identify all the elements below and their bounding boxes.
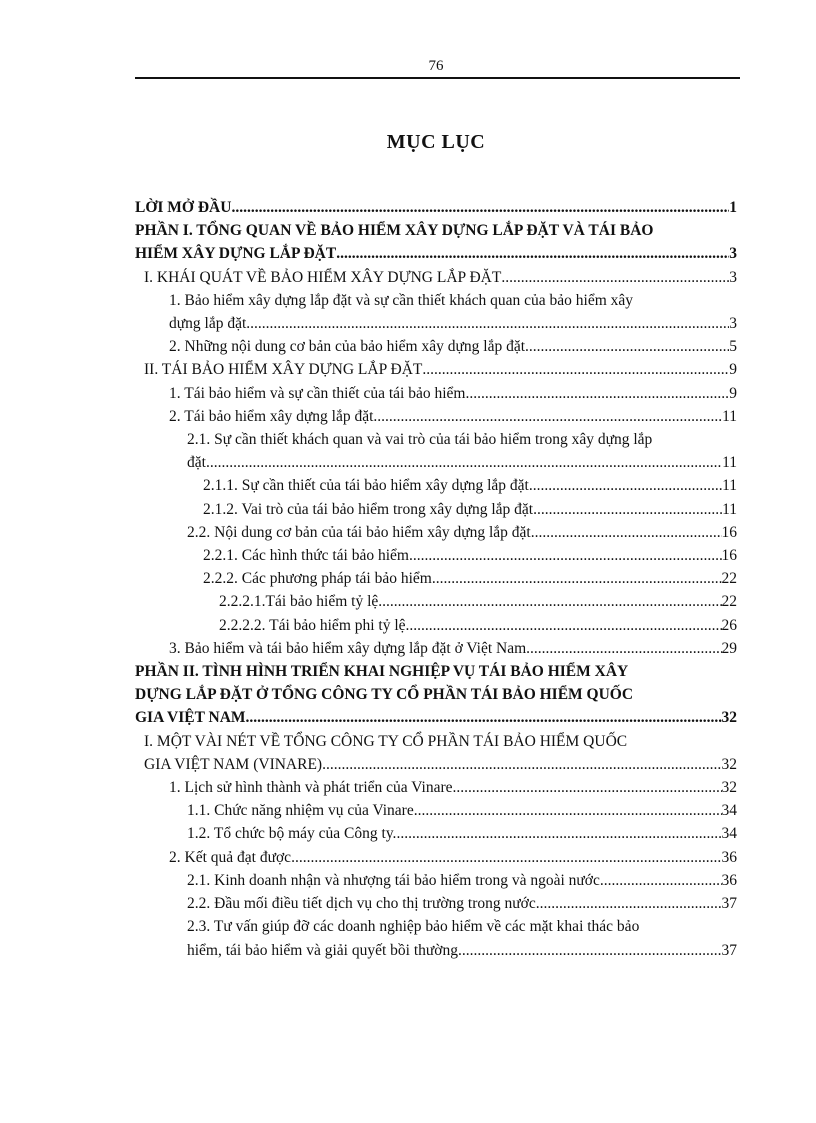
toc-entry-text-line2: DỰNG LẮP ĐẶT Ở TỔNG CÔNG TY CỔ PHẦN TÁI BẢO HIỂM QUỐC [135,686,634,704]
toc-entry-text: 2.2.2.1.Tái bảo hiểm tỷ lệ. [219,593,383,611]
leader-dots [458,939,721,962]
toc-entry-page: 3 [729,245,737,263]
leader-dots [246,312,729,335]
toc-entry-page: 5 [729,338,737,356]
toc-entry-text: 2.2.2. Các phương pháp tái bảo hiểm. [203,570,436,588]
toc-entry[interactable] [135,498,737,521]
toc-entry[interactable] [135,405,737,428]
leader-dots [322,753,721,776]
toc-entry-text: 1.2. Tổ chức bộ máy của Công ty. [187,825,397,843]
toc-entry-page: 36 [721,848,737,866]
toc-entry-text: GIA VIỆT NAM (VINARE) [144,755,323,773]
toc-entry-text: 1. Tái bảo hiểm và sự cần thiết của tái bảo hiểm [169,384,466,402]
toc-entry[interactable] [135,730,737,776]
toc-entry-text: đặt [187,454,206,472]
leader-dots [206,451,722,474]
table-of-contents [135,196,737,962]
toc-entry[interactable] [135,915,737,961]
toc-entry[interactable] [135,590,737,613]
toc-entry-page: 36 [721,871,737,889]
toc-entry[interactable] [135,567,737,590]
page-number: 76 [428,58,444,74]
toc-entry[interactable] [135,266,737,289]
header-rule [135,77,740,79]
toc-entry-page: 32 [721,779,737,797]
toc-entry-page: 32 [721,755,737,773]
toc-entry-page: 16 [721,547,737,565]
toc-entry-page: 26 [721,616,737,634]
toc-entry-text: 2.2.1. Các hình thức tái bảo hiểm [203,547,409,565]
toc-entry-text-line1: 2.3. Tư vấn giúp đỡ các doanh nghiệp bảo hiểm về các mặt khai thác bảo [187,918,640,936]
toc-entry-text: LỜI MỞ ĐẦU [135,199,232,216]
toc-entry-page: 1 [729,199,737,216]
toc-entry[interactable] [135,428,737,474]
leader-dots [436,567,722,590]
toc-entry-page: 11 [722,407,737,425]
leader-dots [501,266,729,289]
leader-dots [414,799,722,822]
leader-dots [382,590,721,613]
toc-entry[interactable] [135,289,737,335]
leader-dots [525,335,729,358]
toc-entry-page: 11 [722,477,737,495]
toc-entry-text: 2.2. Nội dung cơ bản của tái bảo hiểm xây dựng lắp đặt [187,523,531,541]
leader-dots [540,892,722,915]
toc-entry[interactable] [135,614,737,637]
toc-entry[interactable] [135,799,737,822]
toc-entry-text-line1: PHẦN II. TÌNH HÌNH TRIỂN KHAI NGHIỆP VỤ TÁI BẢO HIỂM XÂY [135,663,629,681]
toc-entry-text: dựng lắp đặt [169,315,247,333]
leader-dots [246,706,722,729]
toc-entry-page: 9 [729,361,737,379]
toc-entry-page: 11 [722,454,737,472]
toc-entry-text-line1: I. MỘT VÀI NÉT VỀ TỔNG CÔNG TY CỔ PHẦN TÁI BẢO HIỂM QUỐC [144,732,628,750]
leader-dots [396,822,721,845]
toc-entry-text: I. KHÁI QUÁT VỀ BẢO HIỂM XÂY DỰNG LẮP ĐẶT [144,268,502,286]
toc-entry-page: 16 [721,523,737,541]
leader-dots [409,614,721,637]
toc-entry-text: 2.1.1. Sự cần thiết của tái bảo hiểm xây dựng lắp đặt [203,477,529,495]
toc-entry-page: 22 [721,570,737,588]
toc-entry[interactable] [135,544,737,567]
toc-entry-text: 2.2. Đầu mối điều tiết dịch vụ cho thị trường trong nước. [187,895,540,913]
leader-dots [537,498,722,521]
toc-entry-text-line1: 1. Bảo hiểm xây dựng lắp đặt và sự cần thiết khách quan của bảo hiểm xây [169,291,634,309]
toc-entry-page: 37 [721,895,737,913]
toc-entry-text: HIỂM XÂY DỰNG LẮP ĐẶT [135,245,337,263]
toc-entry[interactable] [135,196,737,219]
leader-dots [453,776,722,799]
toc-entry[interactable] [135,474,737,497]
toc-entry-page: 34 [721,825,737,843]
toc-entry-text-line1: 2.1. Sự cần thiết khách quan và vai trò của tái bảo hiểm trong xây dựng lắp [187,431,653,449]
toc-entry-text: 2. Tái bảo hiểm xây dựng lắp đặt [169,407,374,425]
toc-entry-page: 22 [721,593,737,611]
toc-entry[interactable] [135,521,737,544]
toc-entry-text: 2.1.2. Vai trò của tái bảo hiểm trong xây dựng lắp đặt. [203,500,537,518]
leader-dots [466,382,730,405]
toc-entry-page: 3 [729,268,737,286]
toc-entry-text: hiểm, tái bảo hiểm và giải quyết bồi thường [187,941,459,959]
toc-entry[interactable] [135,869,737,892]
toc-entry-page: 3 [729,315,737,333]
leader-dots [291,846,721,869]
leader-dots [529,474,722,497]
toc-entry[interactable] [135,846,737,869]
toc-entry-text: II. TÁI BẢO HIỂM XÂY DỰNG LẮP ĐẶT [144,361,423,379]
toc-entry[interactable] [135,637,737,660]
toc-entry-page: 32 [721,709,737,727]
toc-entry-page: 34 [721,802,737,820]
toc-entry-page: 29 [721,639,737,657]
leader-dots [422,358,729,381]
leader-dots [231,196,729,219]
toc-entry-text: 2. Kết quả đạt được [169,848,292,866]
toc-entry-text: 2.1. Kinh doanh nhận và nhượng tái bảo hiểm trong và ngoài nước. [187,871,604,889]
toc-entry-page: 37 [721,941,737,959]
leader-dots [531,521,722,544]
toc-entry[interactable] [135,358,737,381]
toc-entry[interactable] [135,892,737,915]
leader-dots [336,242,729,265]
toc-entry-text: 1. Lịch sử hình thành và phát triển của Vinare [169,779,453,797]
leader-dots [409,544,722,567]
toc-entry[interactable] [135,776,737,799]
toc-entry[interactable] [135,660,737,730]
toc-entry-text-line1: PHẦN I. TỔNG QUAN VỀ BẢO HIỂM XÂY DỰNG LẮP ĐẶT VÀ TÁI BẢO [135,222,654,240]
toc-entry-page: 11 [722,500,737,518]
leader-dots [373,405,722,428]
toc-entry[interactable] [135,822,737,845]
toc-entry[interactable] [135,335,737,358]
toc-entry-text: GIA VIỆT NAM [135,709,246,727]
leader-dots [604,869,722,892]
toc-entry-text: 1.1. Chức năng nhiệm vụ của Vinare [187,802,414,820]
toc-entry-page: 9 [729,384,737,402]
toc-title: MỤC LỤC [386,131,486,153]
toc-entry-text: 2. Những nội dung cơ bản của bảo hiểm xây dựng lắp đặt [169,338,526,356]
leader-dots [526,637,721,660]
toc-entry[interactable] [135,219,737,265]
toc-entry-text: 3. Bảo hiểm và tái bảo hiểm xây dựng lắp đặt ở Việt Nam [169,639,527,657]
toc-entry-text: 2.2.2.2. Tái bảo hiểm phi tỷ lệ. [219,616,410,634]
toc-entry[interactable] [135,382,737,405]
